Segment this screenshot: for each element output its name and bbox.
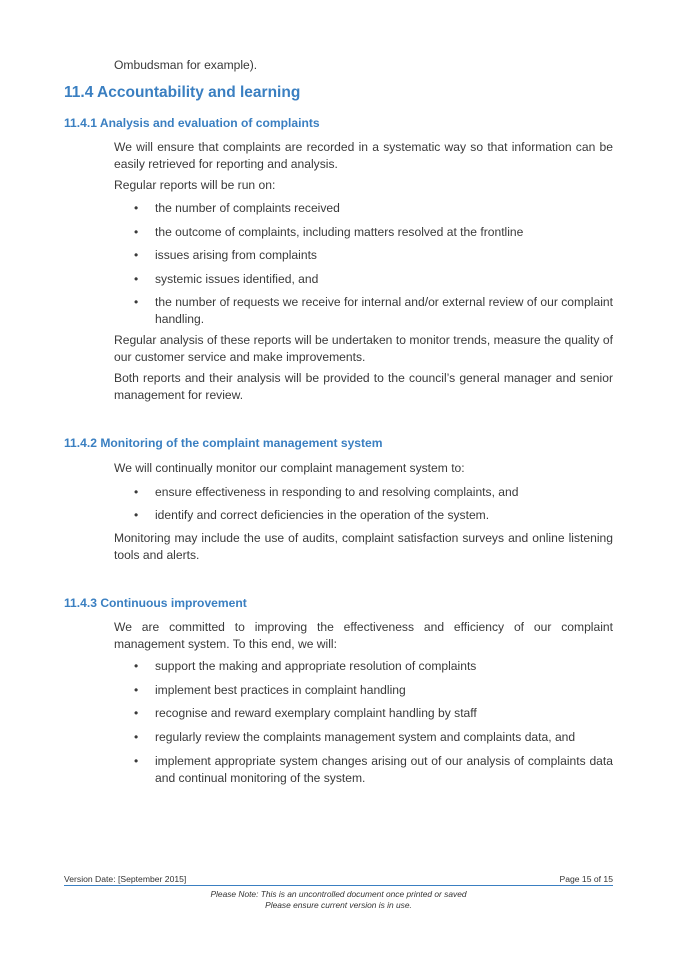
bullet-icon: •	[134, 485, 139, 499]
subsection-heading-analysis: 11.4.1 Analysis and evaluation of complaints	[64, 116, 320, 130]
bullet-icon: •	[134, 659, 139, 673]
list-item: issues arising from complaints	[155, 248, 317, 262]
paragraph: Regular reports will be run on:	[114, 178, 276, 192]
continued-paragraph: Ombudsman for example).	[114, 58, 258, 72]
list-item: regularly review the complaints management system and complaints data, and	[155, 730, 576, 744]
list-item: support the making and appropriate resolution of complaints	[155, 659, 477, 673]
bullet-icon: •	[134, 754, 139, 768]
subsection-heading-monitoring: 11.4.2 Monitoring of the complaint management system	[64, 436, 383, 450]
list-item: ensure effectiveness in responding to and resolving complaints, and	[155, 485, 519, 499]
bullet-icon: •	[134, 248, 139, 262]
paragraph: Monitoring may include the use of audits, complaint satisfaction surveys and online listening tools and alerts.	[114, 531, 613, 562]
list-item: the number of requests we receive for internal and/or external review of our complaint handling.	[155, 295, 613, 326]
footer-note: Please Note: This is an uncontrolled document once printed or saved	[210, 889, 467, 899]
paragraph: We are committed to improving the effectiveness and efficiency of our complaint management system. To this end, we will:	[114, 620, 613, 651]
paragraph: We will continually monitor our complaint management system to:	[114, 461, 465, 475]
list-item: implement appropriate system changes arising out of our analysis of complaints data and continual monitoring of the system.	[155, 754, 613, 785]
bullet-icon: •	[134, 508, 139, 522]
bullet-icon: •	[134, 225, 139, 239]
bullet-icon: •	[134, 272, 139, 286]
list-item: identify and correct deficiencies in the operation of the system.	[155, 508, 490, 522]
list-item: the outcome of complaints, including matters resolved at the frontline	[155, 225, 524, 239]
bullet-icon: •	[134, 683, 139, 697]
list-item: the number of complaints received	[155, 201, 340, 215]
list-item: systemic issues identified, and	[155, 272, 319, 286]
paragraph: Regular analysis of these reports will be undertaken to monitor trends, measure the quality of our customer service and make improvements.	[114, 333, 613, 364]
list-item: implement best practices in complaint handling	[155, 683, 406, 697]
bullet-icon: •	[134, 295, 139, 309]
bullet-icon: •	[134, 730, 139, 744]
paragraph: We will ensure that complaints are recorded in a systematic way so that information can be easily retrieved for reporting and analysis.	[114, 140, 613, 171]
bullet-icon: •	[134, 201, 139, 215]
footer-note: Please ensure current version is in use.	[265, 900, 412, 910]
bullet-icon: •	[134, 706, 139, 720]
list-item: recognise and reward exemplary complaint handling by staff	[155, 706, 477, 720]
paragraph: Both reports and their analysis will be provided to the council’s general manager and senior management for review.	[114, 371, 613, 402]
version-date: Version Date: [September 2015]	[64, 874, 187, 884]
page-number: Page 15 of 15	[559, 874, 613, 884]
section-heading: 11.4 Accountability and learning	[64, 84, 301, 101]
footer-divider	[64, 885, 613, 886]
subsection-heading-improvement: 11.4.3 Continuous improvement	[64, 596, 247, 610]
